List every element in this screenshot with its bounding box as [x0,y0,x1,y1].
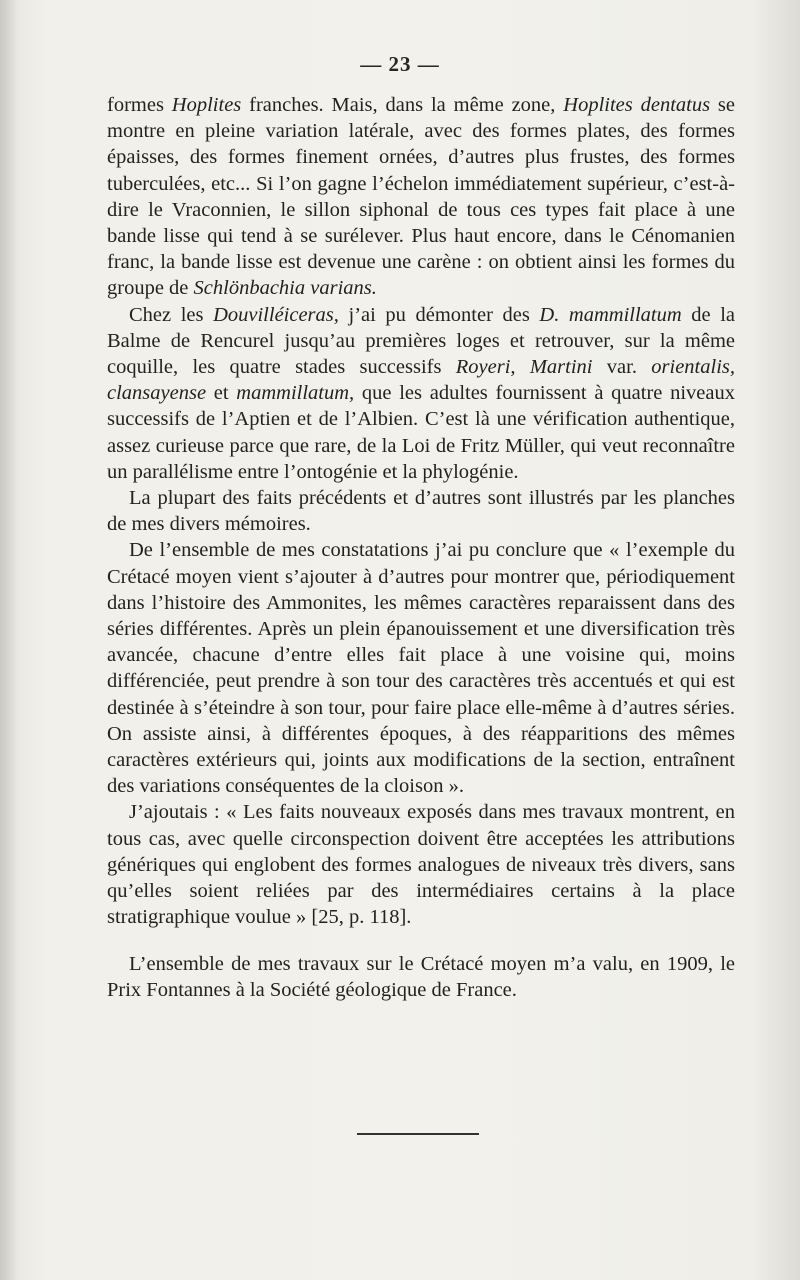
text-run: se montre en pleine variation latérale, avec des formes plates, des formes épaisses, des formes finement ornées, d’autres plus frustes, des formes tuberculées, etc... Si l’on gagne l’échelon immédiatement supérieur, c’est-à-dire le Vraconnien, le sillon siphonal de tous ces types fait place à une bande lisse qui tend à se surélever. Plus haut encore, dans le Cénomanien franc, la bande lisse est devenue une carène : on obtient ainsi les formes du groupe de [107,94,736,300]
italic-run: D. mammillatum [539,303,682,326]
text-run: de la Balme de Rencurel jusqu’au premières loges et retrouver, sur la même coquille, les quatre stades successifs [107,303,735,379]
text-run: formes [107,94,172,116]
page-number: — 23 — [360,52,440,76]
text-run: L’ensemble de mes travaux sur le Crétacé moyen m’a valu, en 1909, le Prix Fontannes à la Société géologique de France. [107,952,735,1001]
text-run: La plupart des faits précédents et d’autres sont illustrés par les planches de mes divers mémoires. [107,487,735,536]
text-run: Chez les [129,303,214,326]
text-run: var. [592,356,652,379]
text-run: et [206,382,237,405]
body-text [107,92,735,1003]
text-run: j’ai pu démonter des [338,303,540,326]
italic-run: Hoplites dentatus [563,94,711,116]
italic-run: Schlönbachia varians. [193,277,377,300]
paragraph-planches [107,485,735,537]
text-run: franches. Mais, dans la même zone, [241,94,564,116]
text-run: que les adultes fournissent à quatre niveaux successifs de l’Aptien et de l’Albien. C’est là une vérification authentique, assez curieuse parce que rare, de la Loi de Fritz Müller, qui veut reconnaître un parallélisme entre l’ontogénie et la phylogénie. [107,382,736,483]
text-run: J’ajoutais : « Les faits nouveaux exposés dans mes travaux montrent, en tous cas, avec quelle circonspection doivent être acceptées les attributions génériques qui englobent des formes analogues de niveaux très divers, sans qu’elles soient reliées par des intermédiaires certains à la place stratigraphique voulue » [25, p. 118]. [107,801,735,929]
italic-run: Hoplites [171,94,242,116]
italic-run: orientalis, clansayense [107,356,735,405]
paragraph-constatations [107,537,735,799]
italic-run: Royeri, Martini [455,356,593,379]
end-rule [357,1133,479,1135]
italic-run: Douvilléiceras, [213,303,339,326]
paragraph-hoplites [107,92,735,302]
italic-run: mammillatum, [236,382,355,405]
paragraph-ajoutais [107,799,735,930]
paragraph-douvilleiceras [107,302,735,485]
paragraph-prix-fontannes [107,951,735,1003]
binding-shadow [0,0,18,1280]
text-run: De l’ensemble de mes constatations j’ai pu conclure que « l’exemple du Crétacé moyen vient s’ajouter à d’autres pour montrer que, périodiquement dans l’histoire des Ammonites, les mêmes caractères reparaissent dans des séries différentes. Après un plein épanouissement et une diversification très avancée, chacune d’entre elles fait place à une voisine qui, moins différenciée, peut prendre à son tour des caractères très accentués et qui est destinée à s’éteindre à son tour, pour faire place elle-même à d’autres séries. On assiste ainsi, à différentes époques, à des réapparitions des mêmes caractères extérieurs qui, joints aux modifications de la section, entraînent des variations conséquentes de la cloison ». [107,539,735,798]
